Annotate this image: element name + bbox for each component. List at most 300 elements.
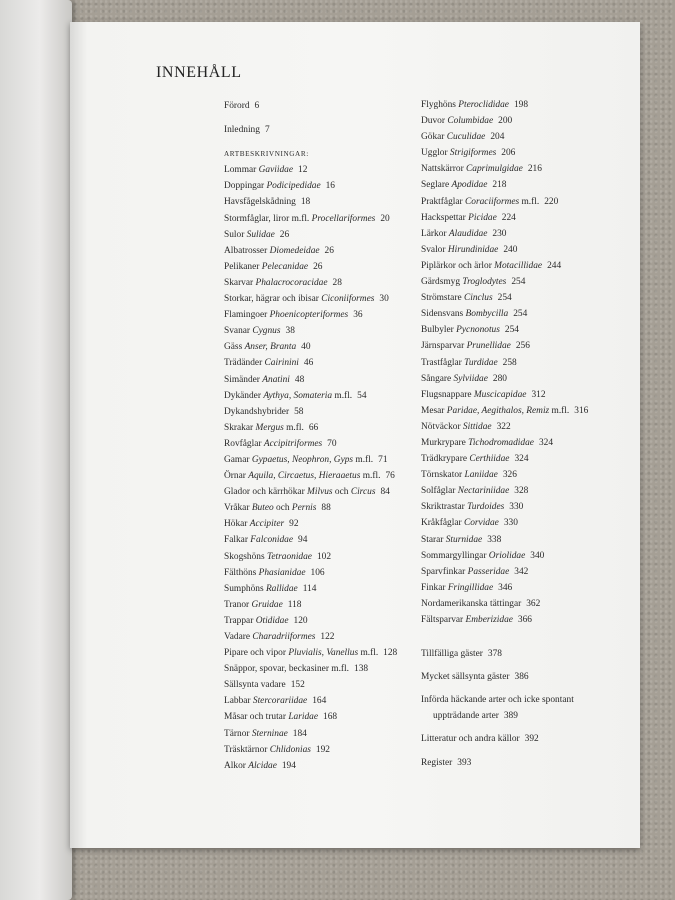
toc-entry [421, 194, 588, 210]
entry-latin: Cairinini [264, 358, 299, 369]
entry-page: 26 [324, 245, 334, 256]
entry-page: 326 [502, 470, 517, 481]
entry-latin: Phasianidae [258, 567, 306, 578]
toc-entry [421, 161, 588, 177]
entry-page: 12 [298, 165, 308, 176]
toc-entry [421, 596, 588, 612]
toc-entry [224, 549, 397, 565]
entry-latin: Muscicapidae [473, 389, 527, 400]
toc-entry [224, 339, 397, 355]
entry-name: Lärkor [421, 228, 447, 239]
toc-entry [421, 731, 588, 747]
entry-page: 244 [547, 260, 562, 271]
toc-entry [421, 515, 588, 531]
toc-entry [224, 323, 397, 339]
entry-name: Törnskator [421, 470, 463, 481]
entry-page: 342 [514, 566, 529, 577]
entry-name: Vråkar [224, 503, 250, 514]
entry-latin: Laridae [288, 712, 319, 723]
toc-entry [224, 629, 397, 645]
entry-latin: Fringillidae [447, 582, 494, 593]
toc-entry [224, 565, 397, 581]
entry-page: 54 [357, 390, 367, 401]
entry-page: 254 [497, 293, 512, 304]
entry-suffix: och [276, 503, 290, 514]
entry-name: Bulbyler [421, 325, 454, 336]
entry-page: 84 [380, 487, 390, 498]
entry-page: 71 [378, 454, 388, 465]
entry-name: Labbar [224, 696, 251, 707]
entry-page: 220 [544, 196, 559, 207]
entry-name: Flamingoer [224, 310, 268, 321]
entry-name: Flyghöns [421, 100, 456, 110]
entry-name: Lommar [224, 165, 257, 176]
toc-entry [224, 275, 397, 291]
toc-entry [224, 178, 397, 194]
entry-page: 324 [514, 454, 529, 465]
toc-entry [224, 452, 397, 468]
entry-page: 192 [315, 744, 330, 755]
entry-page: 254 [511, 277, 526, 288]
toc-entry [421, 646, 588, 662]
toc-entry [421, 483, 588, 499]
entry-page: 312 [531, 389, 546, 400]
entry-page: 48 [294, 374, 305, 385]
entry-page: 66 [308, 422, 319, 433]
entry-latin: Otididae [255, 615, 289, 626]
entry-page: 200 [498, 116, 513, 127]
entry-latin: Caprimulgidae [466, 164, 523, 175]
entry-latin: Corvidae [463, 518, 499, 529]
toc-entry [421, 532, 588, 548]
entry-name: Sulor [224, 229, 245, 240]
entry-page: 120 [293, 615, 308, 626]
entry-page: 338 [487, 534, 502, 545]
entry-name: Hackspettar [421, 212, 466, 223]
toc-entry-continued [421, 708, 588, 724]
entry-latin: Hirundinidae [447, 244, 499, 255]
entry-page: 362 [526, 598, 541, 609]
entry-page: 26 [313, 261, 323, 272]
entry-name: Skarvar [224, 277, 254, 288]
entry-name: Gökar [421, 132, 445, 143]
toc-column-right [421, 97, 588, 771]
entry-page: 204 [490, 132, 505, 143]
toc-entry [224, 436, 397, 452]
page-title: INNEHÅLL [156, 64, 242, 81]
entry-name: Måsar och trutar [224, 712, 286, 723]
entry-suffix: m.fl. [521, 196, 540, 207]
entry-page: 206 [501, 148, 516, 159]
entry-name: Litteratur och andra källor [421, 734, 520, 745]
entry-latin: Troglodytes [462, 277, 507, 288]
entry-latin: Falconidae [250, 535, 293, 546]
toc-entry [224, 726, 397, 742]
entry-suffix: och [334, 487, 349, 498]
entry-name: Förord [224, 101, 250, 111]
toc-entry [224, 243, 397, 259]
entry-suffix: m.fl. [360, 648, 379, 659]
entry-name: Finkar [421, 582, 446, 593]
entry-page: 168 [323, 712, 338, 723]
entry-latin: Aythya, Somateria [263, 390, 333, 401]
toc-entry [224, 758, 397, 774]
entry-latin: Emberizidae [465, 615, 513, 625]
entry-latin: Alaudidae [448, 228, 488, 239]
entry-page: 198 [513, 100, 528, 110]
entry-name: Strömstare [421, 293, 462, 304]
entry-latin: Tichodromadidae [468, 437, 534, 448]
toc-entry [421, 97, 588, 113]
toc-entry [224, 500, 397, 516]
entry-page: 324 [538, 437, 553, 448]
entry-page: 36 [353, 310, 363, 321]
entry-latin: Sittidae [462, 421, 492, 432]
entry-page: 16 [325, 181, 335, 192]
entry-name: Sällsynta vadare [224, 680, 286, 691]
species-list-right [421, 97, 588, 628]
toc-entry [224, 227, 397, 243]
toc-entry [421, 669, 588, 685]
entry-latin: Podicipedidae [266, 181, 321, 192]
entry-name: Sommargyllingar [421, 550, 487, 561]
entry-page: 386 [514, 672, 529, 683]
toc-entry [224, 259, 397, 275]
entry-latin: Pteroclididae [458, 100, 509, 110]
entry-name: Albatrosser [224, 245, 268, 256]
entry-latin: Anatini [262, 374, 290, 385]
entry-latin: Turdoides [467, 502, 505, 513]
entry-name: Träsktärnor [224, 744, 268, 755]
entry-name: Praktfåglar [421, 196, 463, 207]
entry-page: 330 [509, 502, 524, 513]
entry-page: 218 [492, 180, 507, 191]
entry-latin: Mergus [255, 422, 284, 433]
entry-latin: Phalacrocoracidae [255, 277, 328, 288]
entry-name: Falkar [224, 535, 248, 546]
entry-suffix: m.fl. [286, 422, 304, 433]
entry-latin: Cuculidae [446, 132, 486, 143]
entry-latin: Aquila, Circaetus, Hieraaetus [248, 471, 361, 482]
toc-entry [421, 403, 588, 419]
toc-entry [421, 371, 588, 387]
entry-name: Starar [421, 534, 444, 545]
entry-name: Inledning [224, 125, 260, 136]
entry-latin: Gruidae [251, 599, 283, 610]
entry-latin: Gypaetus, Neophron, Gyps [251, 454, 354, 465]
entry-page: 316 [574, 405, 589, 416]
entry-name: Trädkrypare [421, 454, 467, 465]
entry-latin: Certhiidae [469, 454, 510, 465]
entry-page: 254 [504, 325, 519, 336]
toc-entry [224, 709, 397, 725]
entry-page: 76 [385, 471, 395, 482]
toc-entry [224, 484, 397, 500]
entry-page: 122 [320, 632, 335, 642]
entry-page: 256 [515, 341, 530, 352]
entry-suffix: m.fl. [334, 390, 353, 401]
entry-latin: Stercorariidae [252, 696, 308, 707]
entry-page: 102 [316, 551, 332, 562]
entry-page: 392 [524, 734, 539, 745]
entry-name: Tärnor [224, 728, 250, 739]
toc-entry [421, 306, 588, 322]
toc-entry [224, 468, 397, 484]
toc-entry [224, 516, 397, 532]
entry-name: Stormfåglar, liror m.fl. [224, 213, 310, 224]
entry-page: 38 [285, 326, 295, 337]
toc-entry [224, 581, 397, 597]
entry-page: 280 [492, 373, 507, 384]
toc-entry [421, 145, 588, 161]
entry-page: 20 [380, 213, 390, 224]
entry-latin: Diomedeidae [269, 245, 320, 256]
toc-entry [421, 387, 588, 403]
toc-entry [224, 420, 397, 436]
entry-page: 340 [530, 550, 545, 561]
entry-latin: Nectariniidae [457, 486, 510, 497]
entry-latin: Cygnus [252, 326, 281, 337]
toc-entry [224, 372, 397, 388]
entry-name: Nötväckor [421, 421, 461, 432]
entry-page: 378 [487, 649, 502, 660]
entry-latin: Accipitriformes [263, 438, 323, 449]
toc-entry [224, 194, 397, 210]
entry-name: Kråkfåglar [421, 518, 462, 529]
entry-page: 164 [312, 696, 327, 707]
entry-latin: Sulidae [246, 229, 275, 240]
toc-entry [224, 693, 397, 709]
toc-entry-forord [224, 98, 397, 114]
entry-latin: Turdidae [464, 357, 498, 368]
entry-latin: Accipiter [249, 519, 285, 530]
entry-latin: Pycnonotus [456, 325, 500, 336]
entry-latin: Chlidonias [269, 744, 311, 755]
left-page-edge [0, 0, 72, 900]
toc-entry [421, 290, 588, 306]
entry-page: 254 [513, 309, 528, 320]
entry-name: Trädänder [224, 358, 263, 369]
toc-entry [224, 742, 397, 758]
toc-entry [421, 274, 588, 290]
toc-entry [224, 355, 397, 371]
entry-name: Örnar [224, 471, 246, 482]
toc-entry [421, 129, 588, 145]
entry-page: 88 [321, 503, 331, 514]
entry-latin: Ciconiiformes [321, 294, 375, 305]
toc-entry [224, 307, 397, 323]
entry-page: 28 [332, 277, 342, 288]
entry-latin: Coraciiformes [465, 196, 520, 207]
entry-latin: Tetraonidae [266, 551, 312, 562]
entry-name: uppträdande arter [433, 711, 499, 722]
entry-page: 230 [492, 228, 507, 239]
entry-latin: Apodidae [451, 180, 488, 191]
entry-page: 393 [457, 757, 472, 768]
entry-suffix: m.fl. [362, 471, 381, 482]
entry-page: 106 [310, 567, 325, 578]
entry-page: 258 [502, 357, 517, 368]
entry-name: Skriktrastar [421, 502, 465, 513]
toc-entry [421, 692, 588, 708]
entry-name: Nordamerikanska tättingar [421, 598, 522, 609]
entry-page: 40 [301, 342, 311, 353]
toc-entry [224, 291, 397, 307]
toc-entry [421, 564, 588, 580]
entry-page: 328 [514, 486, 529, 497]
entry-name: Mycket sällsynta gäster [421, 672, 510, 683]
entry-name: Sidensvans [421, 309, 464, 320]
entry-page: 94 [298, 535, 308, 546]
entry-name: Tillfälliga gäster [421, 649, 483, 660]
toc-entry [421, 210, 588, 226]
entry-name: Rovfåglar [224, 438, 262, 449]
entry-name: Gamar [224, 454, 250, 465]
entry-page: 7 [264, 125, 270, 136]
entry-latin: Prunellidae [466, 341, 511, 352]
entry-latin: Bombycilla [465, 309, 509, 320]
toc-entry [421, 580, 588, 596]
entry-suffix: m.fl. [355, 454, 374, 465]
entry-name: Sumphöns [224, 583, 264, 594]
entry-page: 138 [354, 664, 369, 675]
entry-name: Dykänder [224, 390, 261, 401]
toc-entry [224, 597, 397, 613]
entry-name: Seglare [421, 180, 450, 191]
entry-latin: Laniidae [464, 470, 498, 481]
entry-suffix: m.fl. [551, 405, 570, 416]
entry-name: Dykandshybrider [224, 406, 290, 417]
entry-name: Nattskärror [421, 164, 464, 175]
toc-entry [224, 388, 397, 404]
entry-latin: Sturnidae [445, 534, 483, 545]
toc-entry [224, 162, 397, 178]
entry-name: Fältsparvar [421, 615, 464, 625]
entry-latin: Oriolidae [488, 550, 526, 561]
toc-entry [224, 613, 397, 629]
entry-name: Ugglor [421, 148, 448, 159]
entry-page: 330 [503, 518, 518, 529]
entry-latin: Sylviidae [453, 373, 488, 384]
entry-name: Doppingar [224, 181, 265, 192]
entry-name: Tranor [224, 599, 250, 610]
entry-latin: Paridae, Aegithalos, Remiz [446, 405, 550, 416]
entry-name: Svalor [421, 244, 446, 255]
toc-entry [421, 467, 588, 483]
entry-page: 18 [300, 197, 311, 208]
toc-entry-inledning [224, 122, 397, 138]
toc-entry [224, 661, 397, 677]
toc-entry [421, 548, 588, 564]
toc-entry [421, 258, 588, 274]
entry-name: Pelikaner [224, 261, 260, 272]
entry-name: Alkor [224, 760, 246, 771]
toc-entry [421, 755, 588, 771]
toc-entry [421, 499, 588, 515]
entry-page: 366 [517, 615, 532, 625]
appendix-list [421, 646, 588, 771]
section-label: ARTBESKRIVNINGAR: [224, 150, 309, 159]
entry-page: 216 [527, 164, 542, 175]
entry-page: 46 [303, 358, 314, 369]
entry-name: Duvor [421, 116, 445, 127]
entry-name: Svanar [224, 326, 251, 337]
entry-latin: Motacillidae [494, 260, 543, 271]
toc-entry [421, 612, 588, 628]
toc-entry [224, 677, 397, 693]
entry-name: Piplärkor och ärlor [421, 260, 492, 271]
entry-latin: Picidae [468, 212, 497, 223]
entry-name: Trastfåglar [421, 357, 462, 368]
entry-latin: Pluvialis, Vanellus [288, 648, 359, 659]
entry-name: Fälthöns [224, 567, 257, 578]
entry-name: Storkar, hägrar och ibisar [224, 294, 319, 305]
entry-latin: Circus [350, 487, 376, 498]
entry-page: 346 [498, 582, 513, 593]
entry-name: Vadare [224, 632, 251, 642]
entry-latin: Charadriiformes [252, 632, 316, 642]
entry-page: 128 [383, 648, 398, 659]
entry-name: Gäss [224, 342, 243, 353]
entry-page: 6 [254, 101, 260, 111]
toc-entry [421, 451, 588, 467]
entry-page: 194 [281, 760, 296, 771]
toc-entry [224, 404, 397, 420]
toc-entry [421, 113, 588, 129]
entry-latin: Alcidae [248, 760, 277, 771]
entry-name: Mesar [421, 405, 445, 416]
entry-latin: Anser, Branta [244, 342, 297, 353]
entry-latin: Pelecanidae [261, 261, 309, 272]
entry-name: Sparvfinkar [421, 566, 466, 577]
species-list-left [224, 162, 397, 774]
entry-page: 70 [327, 438, 337, 449]
entry-name: Snäppor, spovar, beckasiner m.fl. [224, 664, 349, 675]
toc-entry [421, 226, 588, 242]
entry-page: 92 [289, 519, 299, 530]
toc-entry [224, 532, 397, 548]
entry-name: Sångare [421, 373, 452, 384]
entry-page: 152 [290, 680, 305, 691]
entry-name: Trappar [224, 615, 254, 626]
toc-entry [224, 211, 397, 227]
toc-entry [421, 322, 588, 338]
entry-name: Införda häckande arter och icke spontant [421, 695, 574, 706]
entry-name: Skogshöns [224, 551, 265, 562]
entry-latin: Pernis [291, 503, 317, 514]
toc-entry [421, 242, 588, 258]
toc-entry [421, 177, 588, 193]
entry-name: Pipare och vipor [224, 648, 286, 659]
entry-page: 224 [501, 212, 516, 223]
entry-page: 26 [279, 229, 290, 240]
toc-entry [421, 355, 588, 371]
entry-page: 389 [503, 711, 518, 722]
entry-latin: Procellariformes [311, 213, 376, 224]
toc-entry [224, 645, 397, 661]
entry-latin: Columbidae [447, 116, 494, 127]
entry-page: 118 [287, 599, 302, 610]
entry-page: 114 [302, 583, 317, 594]
entry-page: 30 [379, 294, 389, 305]
toc-entry [421, 435, 588, 451]
entry-name: Järnsparvar [421, 341, 465, 352]
entry-name: Skrakar [224, 422, 254, 433]
entry-name: Glador och kärrhökar [224, 487, 305, 498]
entry-latin: Buteo [251, 503, 274, 514]
toc-entry [421, 338, 588, 354]
entry-latin: Gaviidae [258, 165, 294, 176]
